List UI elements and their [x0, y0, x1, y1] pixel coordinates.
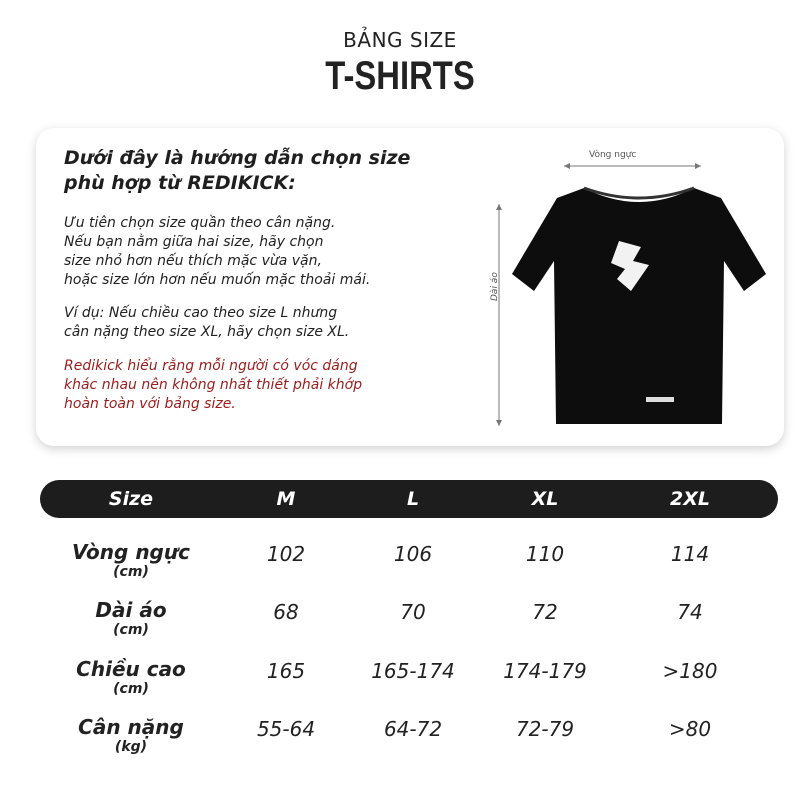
guide-card: [36, 128, 784, 446]
table-row: [0, 657, 800, 707]
table-row: [0, 715, 800, 765]
guide-title: Dưới đây là hướng dẫn chọn size phù hợp từ REDIKICK:: [64, 147, 411, 194]
cell-xl: 72-79: [515, 717, 575, 741]
cell-2xl: >180: [662, 659, 718, 683]
row-unit: (cm): [113, 681, 149, 697]
size-table-header: [40, 480, 778, 518]
cell-m: 68: [273, 600, 299, 624]
guide-paragraph-2: Ví dụ: Nếu chiều cao theo size L nhưng cân nặng theo size XL, hãy chọn size XL.: [64, 305, 350, 340]
chest-label: Vòng ngực: [589, 150, 637, 160]
guide-paragraph-1: Ưu tiên chọn size quần theo cân nặng. Nếu bạn nằm giữa hai size, hãy chọn size nhỏ hơn nếu thích mặc vừa vặn, hoặc size lớn hơn nếu muốn mặc thoải mái.: [64, 215, 371, 288]
cell-xl: 110: [525, 542, 565, 566]
row-name: Cân nặng: [78, 715, 184, 739]
header-xl: XL: [531, 488, 559, 510]
cell-xl: 72: [532, 600, 558, 624]
row-unit: (cm): [113, 564, 149, 580]
cell-m: 55-64: [256, 717, 316, 741]
tshirt-diagram: [486, 136, 776, 436]
cell-2xl: 114: [670, 542, 710, 566]
header-2xl: 2XL: [670, 488, 710, 510]
cell-m: 165: [266, 659, 306, 683]
row-unit: (kg): [114, 739, 148, 755]
cell-2xl: 74: [677, 600, 703, 624]
cell-xl: 174-179: [503, 659, 587, 683]
guide-note: Redikick hiểu rằng mỗi người có vóc dáng khác nhau nên không nhất thiết phải khớp hoàn toàn với bảng size.: [64, 358, 363, 412]
cell-l: 64-72: [383, 717, 443, 741]
row-name: Vòng ngực: [72, 540, 190, 564]
row-label: [60, 715, 202, 755]
tshirt-illustration: [486, 136, 776, 436]
row-unit: (cm): [113, 622, 149, 638]
cell-l: 165-174: [371, 659, 455, 683]
page-title: T-SHIRTS: [325, 54, 475, 98]
page-subtitle: BẢNG SIZE: [343, 28, 457, 52]
table-row: [0, 540, 800, 590]
cell-l: 70: [400, 600, 426, 624]
row-label: [60, 657, 202, 697]
cell-m: 102: [266, 542, 306, 566]
page-header: [0, 28, 800, 96]
row-label: [60, 598, 202, 638]
header-m: M: [276, 488, 296, 510]
header-size: Size: [108, 488, 154, 510]
table-row: [0, 598, 800, 648]
row-name: Chiều cao: [76, 657, 186, 681]
header-l: L: [406, 488, 420, 510]
length-label: Dài áo: [490, 272, 500, 301]
row-name: Dài áo: [95, 598, 167, 622]
cell-l: 106: [393, 542, 433, 566]
row-label: [60, 540, 202, 580]
cell-2xl: >80: [668, 717, 712, 741]
